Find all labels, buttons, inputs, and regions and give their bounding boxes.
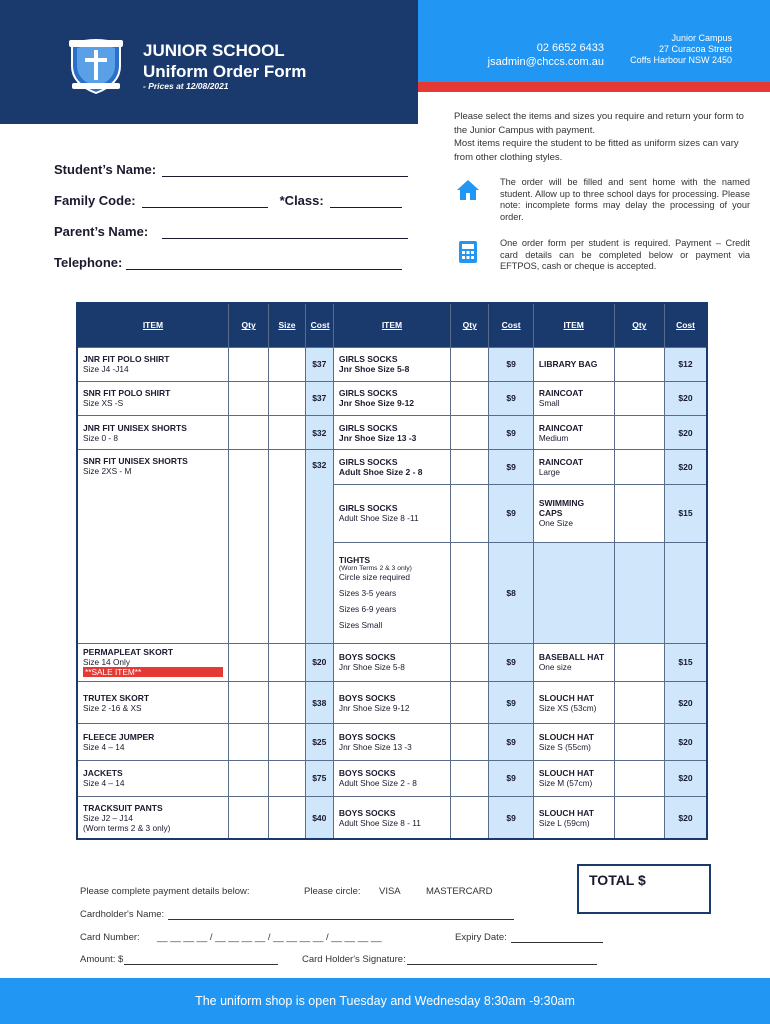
table-row — [77, 724, 707, 760]
expiry-line[interactable] — [511, 934, 603, 943]
item-name: BOYS SOCKS — [338, 732, 396, 743]
qty-input[interactable] — [614, 724, 664, 760]
item-size: Adult Shoe Size 8 -11 — [338, 513, 419, 524]
item-name: SLOUCH HAT — [538, 732, 594, 743]
item-size: Size 2 -16 & XS — [83, 702, 142, 713]
calculator-icon — [454, 238, 482, 273]
item-cell — [77, 797, 228, 839]
student-name-field[interactable] — [54, 162, 408, 177]
sale-badge: **SALE ITEM** — [83, 667, 223, 677]
campus-address — [610, 33, 732, 66]
empty-cell — [614, 543, 664, 644]
total-label: TOTAL $ — [589, 872, 646, 888]
telephone-line[interactable] — [126, 258, 402, 270]
item-cost: $9 — [489, 450, 533, 484]
parent-name-label: Parent’s Name: — [54, 224, 149, 239]
item-size: Adult Shoe Size 2 - 8 — [338, 466, 423, 477]
visa-option[interactable]: VISA — [379, 886, 401, 897]
item-cost: $9 — [489, 760, 533, 796]
item-name: TRACKSUIT PANTS — [83, 802, 163, 813]
size-input[interactable] — [269, 416, 305, 450]
item-name: PERMAPLEAT SKORT — [83, 647, 174, 658]
item-cell — [333, 643, 450, 681]
qty-input[interactable] — [228, 416, 268, 450]
item-cell — [77, 760, 228, 796]
telephone-field[interactable] — [54, 255, 402, 270]
table-row — [77, 682, 707, 724]
item-name: RAINCOAT — [538, 388, 584, 399]
amount-label: Amount: $ — [80, 954, 124, 965]
form-title — [143, 40, 306, 82]
footer-banner — [0, 978, 770, 1024]
shop-hours-text: The uniform shop is open Tuesday and Wednesday 8:30am -9:30am — [195, 994, 575, 1008]
item-cost: $32 — [305, 416, 333, 450]
item-cost: $9 — [489, 381, 533, 415]
table-row — [77, 797, 707, 839]
cardholder-name-label: Cardholder's Name: — [80, 909, 165, 920]
item-name: GIRLS SOCKS — [338, 354, 398, 365]
signature-label: Card Holder's Signature: — [302, 954, 406, 965]
item-cost: $9 — [489, 484, 533, 542]
qty-input[interactable] — [614, 682, 664, 724]
size-input[interactable] — [269, 450, 305, 644]
qty-input[interactable] — [451, 643, 489, 681]
item-cost: $15 — [665, 643, 707, 681]
family-code-line[interactable] — [142, 196, 268, 208]
item-name: RAINCOAT — [538, 456, 584, 467]
item-size: Size S (55cm) — [538, 742, 591, 753]
item-name: BASEBALL HAT — [538, 652, 605, 663]
qty-input[interactable] — [614, 381, 664, 415]
qty-input[interactable] — [451, 760, 489, 796]
amount-field[interactable] — [80, 954, 278, 965]
item-cell — [533, 450, 614, 484]
expiry-field[interactable] — [455, 932, 603, 943]
header-item: ITEM — [77, 303, 228, 347]
item-cost: $20 — [665, 381, 707, 415]
qty-input[interactable] — [614, 484, 664, 542]
item-cell — [333, 484, 450, 542]
item-cost: $32 — [305, 450, 333, 644]
item-size: Size J2 – J14 — [83, 812, 133, 823]
item-cell — [533, 381, 614, 415]
tights-note: (Worn Terms 2 & 3 only) — [338, 565, 412, 573]
item-cost: $20 — [665, 797, 707, 839]
item-size: Size XS -S — [83, 398, 124, 409]
table-row — [77, 450, 707, 484]
item-name: SLOUCH HAT — [538, 807, 594, 818]
item-size: Jnr Shoe Size 13 -3 — [338, 432, 417, 443]
item-name: SWIMMING CAPS — [538, 498, 585, 519]
item-cost: $8 — [489, 543, 533, 644]
tights-cell — [333, 543, 450, 644]
item-cell — [333, 416, 450, 450]
intro-line-2: Most items require the student to be fitted as uniform sizes can vary from other clothing styles. — [454, 138, 739, 163]
item-name: SNR FIT POLO SHIRT — [83, 388, 171, 399]
item-cell — [533, 682, 614, 724]
school-crest-logo — [66, 36, 126, 94]
item-cost: $40 — [305, 797, 333, 839]
class-line[interactable] — [330, 196, 402, 208]
item-cell — [533, 724, 614, 760]
qty-input[interactable] — [451, 347, 489, 381]
item-cell — [77, 347, 228, 381]
item-name: FLEECE JUMPER — [83, 732, 155, 743]
table-row — [77, 416, 707, 450]
header-cost: Cost — [489, 303, 533, 347]
processing-info — [454, 177, 750, 223]
item-cell — [333, 760, 450, 796]
header-stripe — [418, 82, 770, 92]
table-header-row — [77, 303, 707, 347]
contact-details — [470, 41, 604, 69]
size-input[interactable] — [269, 347, 305, 381]
item-size: Small — [538, 398, 560, 409]
item-note: (Worn terms 2 & 3 only) — [83, 822, 171, 833]
tights-size-option[interactable]: Sizes 6-9 years — [338, 604, 397, 615]
item-cell — [333, 381, 450, 415]
tights-circle-note: Circle size required — [338, 572, 410, 583]
item-cell — [77, 724, 228, 760]
card-number-label: Card Number: — [80, 932, 140, 943]
item-cost: $9 — [489, 797, 533, 839]
item-cost: $9 — [489, 724, 533, 760]
item-name: GIRLS SOCKS — [338, 422, 398, 433]
item-cell — [333, 347, 450, 381]
item-cost: $20 — [665, 416, 707, 450]
item-size: Size 2XS - M — [83, 466, 132, 477]
order-table — [76, 302, 708, 840]
qty-input[interactable] — [228, 347, 268, 381]
item-cost: $9 — [489, 643, 533, 681]
header-item: ITEM — [333, 303, 450, 347]
qty-input[interactable] — [451, 797, 489, 839]
item-size: Jnr Shoe Size 13 -3 — [338, 742, 412, 753]
item-name: TIGHTS — [338, 555, 371, 566]
header-item: ITEM — [533, 303, 614, 347]
item-cell — [77, 416, 228, 450]
item-size: Adult Shoe Size 2 - 8 — [338, 778, 417, 789]
item-size: One size — [538, 662, 572, 673]
qty-input[interactable] — [614, 416, 664, 450]
qty-input[interactable] — [614, 797, 664, 839]
item-cost: $75 — [305, 760, 333, 796]
suburb-address: Coffs Harbour NSW 2450 — [630, 55, 732, 65]
item-size: Jnr Shoe Size 9-12 — [338, 702, 410, 713]
qty-input[interactable] — [451, 450, 489, 484]
item-size: Size M (57cm) — [538, 778, 593, 789]
item-size: Medium — [538, 432, 569, 443]
qty-input[interactable] — [451, 543, 489, 644]
item-cell — [533, 760, 614, 796]
item-name: GIRLS SOCKS — [338, 503, 398, 514]
item-cost: $20 — [665, 760, 707, 796]
empty-cell — [665, 543, 707, 644]
payment-info — [454, 238, 750, 273]
qty-input[interactable] — [228, 797, 268, 839]
total-box[interactable] — [577, 864, 711, 914]
item-size: Size 4 – 14 — [83, 742, 125, 753]
amount-line[interactable] — [124, 956, 278, 965]
tights-size-option[interactable]: Sizes 3-5 years — [338, 588, 397, 599]
qty-input[interactable] — [451, 381, 489, 415]
item-cost: $20 — [665, 682, 707, 724]
cardholder-name-field[interactable] — [80, 909, 514, 920]
tights-size-option[interactable]: Sizes Small — [338, 620, 383, 631]
prices-note: - Prices at 12/08/2021 — [143, 81, 229, 91]
campus-name: Junior Campus — [671, 33, 732, 43]
item-name: SNR FIT UNISEX SHORTS — [83, 456, 188, 467]
item-size: Large — [538, 466, 561, 477]
item-size: Jnr Shoe Size 5-8 — [338, 364, 410, 375]
item-cost: $20 — [665, 724, 707, 760]
size-input[interactable] — [269, 760, 305, 796]
item-cost: $9 — [489, 416, 533, 450]
header-qty: Qty — [228, 303, 268, 347]
item-name: LIBRARY BAG — [538, 359, 598, 370]
header-cost: Cost — [665, 303, 707, 347]
item-name: GIRLS SOCKS — [338, 456, 398, 467]
cardholder-name-line[interactable] — [168, 911, 514, 920]
item-size: Jnr Shoe Size 9-12 — [338, 398, 415, 409]
item-cost: $25 — [305, 724, 333, 760]
item-cost: $20 — [665, 450, 707, 484]
empty-cell — [533, 543, 614, 644]
item-cell — [533, 347, 614, 381]
form-name: Uniform Order Form — [143, 62, 307, 81]
item-name: JNR FIT UNISEX SHORTS — [83, 422, 187, 433]
house-icon — [454, 177, 482, 223]
item-size: Size 4 – 14 — [83, 778, 125, 789]
qty-input[interactable] — [451, 484, 489, 542]
table-row — [77, 381, 707, 415]
item-cost: $9 — [489, 347, 533, 381]
qty-input[interactable] — [614, 347, 664, 381]
item-name: SLOUCH HAT — [538, 768, 594, 779]
qty-input[interactable] — [451, 724, 489, 760]
intro-text — [454, 110, 746, 164]
item-size: Size XS (53cm) — [538, 702, 597, 713]
parent-name-line[interactable] — [162, 227, 408, 239]
item-cell — [533, 643, 614, 681]
item-cell — [533, 416, 614, 450]
item-size: One Size — [538, 518, 573, 529]
item-cell — [533, 797, 614, 839]
item-cost: $37 — [305, 381, 333, 415]
class-label: *Class: — [279, 193, 324, 208]
qty-input[interactable] — [228, 381, 268, 415]
item-size: Adult Shoe Size 8 - 11 — [338, 817, 421, 828]
item-name: JACKETS — [83, 768, 123, 779]
mastercard-option[interactable]: MASTERCARD — [426, 886, 493, 897]
item-cost: $12 — [665, 347, 707, 381]
student-name-line[interactable] — [162, 165, 408, 177]
item-name: SLOUCH HAT — [538, 692, 594, 703]
qty-input[interactable] — [228, 643, 268, 681]
size-input[interactable] — [269, 682, 305, 724]
item-cell — [333, 724, 450, 760]
qty-input[interactable] — [228, 760, 268, 796]
item-cell — [333, 682, 450, 724]
qty-input[interactable] — [614, 643, 664, 681]
parent-name-field[interactable] — [54, 224, 408, 239]
item-name: GIRLS SOCKS — [338, 388, 398, 399]
signature-line[interactable] — [407, 956, 597, 965]
item-name: RAINCOAT — [538, 422, 584, 433]
header-cost: Cost — [305, 303, 333, 347]
expiry-label: Expiry Date: — [455, 932, 507, 943]
qty-input[interactable] — [614, 450, 664, 484]
size-input[interactable] — [269, 643, 305, 681]
item-cell — [333, 797, 450, 839]
qty-input[interactable] — [228, 682, 268, 724]
item-cell — [77, 643, 228, 681]
item-name: BOYS SOCKS — [338, 807, 396, 818]
table-row — [77, 643, 707, 681]
item-cell — [77, 450, 228, 644]
size-input[interactable] — [269, 381, 305, 415]
qty-input[interactable] — [228, 450, 268, 644]
size-input[interactable] — [269, 797, 305, 839]
table-row — [77, 760, 707, 796]
item-size: Jnr Shoe Size 5-8 — [338, 662, 405, 673]
item-cost: $20 — [305, 643, 333, 681]
item-cell — [533, 484, 614, 542]
school-name: JUNIOR SCHOOL — [143, 41, 285, 60]
item-cost: $38 — [305, 682, 333, 724]
qty-input[interactable] — [228, 724, 268, 760]
telephone-label: Telephone: — [54, 255, 123, 270]
item-name: BOYS SOCKS — [338, 692, 396, 703]
card-number-blanks[interactable]: __ __ __ __ / __ __ __ __ / __ __ __ __ / __ __ __ __ — [157, 932, 382, 943]
header-qty: Qty — [451, 303, 489, 347]
size-input[interactable] — [269, 724, 305, 760]
qty-input[interactable] — [614, 760, 664, 796]
table-row — [77, 347, 707, 381]
circle-label: Please circle: — [304, 886, 361, 897]
item-cell — [333, 450, 450, 484]
intro-line-1: Please select the items and sizes you require and return your form to the Junior Campus with payment. — [454, 111, 744, 136]
item-name: JNR FIT POLO SHIRT — [83, 354, 170, 365]
item-name: BOYS SOCKS — [338, 768, 396, 779]
item-name: TRUTEX SKORT — [83, 692, 150, 703]
item-cell — [77, 682, 228, 724]
student-name-label: Student’s Name: — [54, 162, 157, 177]
qty-input[interactable] — [451, 416, 489, 450]
item-size: Size 14 Only — [83, 657, 131, 668]
item-cost: $37 — [305, 347, 333, 381]
item-size: Size 0 - 8 — [83, 432, 119, 443]
payment-info-text: One order form per student is required. Payment – Credit card details can be completed below or payment via EFTPOS, cash or cheque is accepted. — [500, 238, 750, 271]
street-address: 27 Curacoa Street — [658, 44, 732, 54]
item-cell — [77, 381, 228, 415]
item-size: Size J4 -J14 — [83, 364, 129, 375]
header-size: Size — [269, 303, 305, 347]
item-cost: $15 — [665, 484, 707, 542]
signature-field[interactable] — [302, 954, 597, 965]
family-code-label: Family Code: — [54, 193, 136, 208]
qty-input[interactable] — [451, 682, 489, 724]
email-address[interactable]: jsadmin@chccs.com.au — [487, 56, 604, 68]
item-size: Size L (59cm) — [538, 817, 590, 828]
family-code-field[interactable] — [54, 193, 402, 208]
payment-intro: Please complete payment details below: — [80, 886, 250, 897]
header-qty: Qty — [614, 303, 664, 347]
processing-text: The order will be filled and sent home with the named student. Allow up to three school days for processing. Please note: incomplete forms may delay the processing of your order. — [500, 177, 750, 222]
item-name: BOYS SOCKS — [338, 652, 396, 663]
item-cost: $9 — [489, 682, 533, 724]
phone-number: 02 6652 6433 — [536, 42, 604, 54]
